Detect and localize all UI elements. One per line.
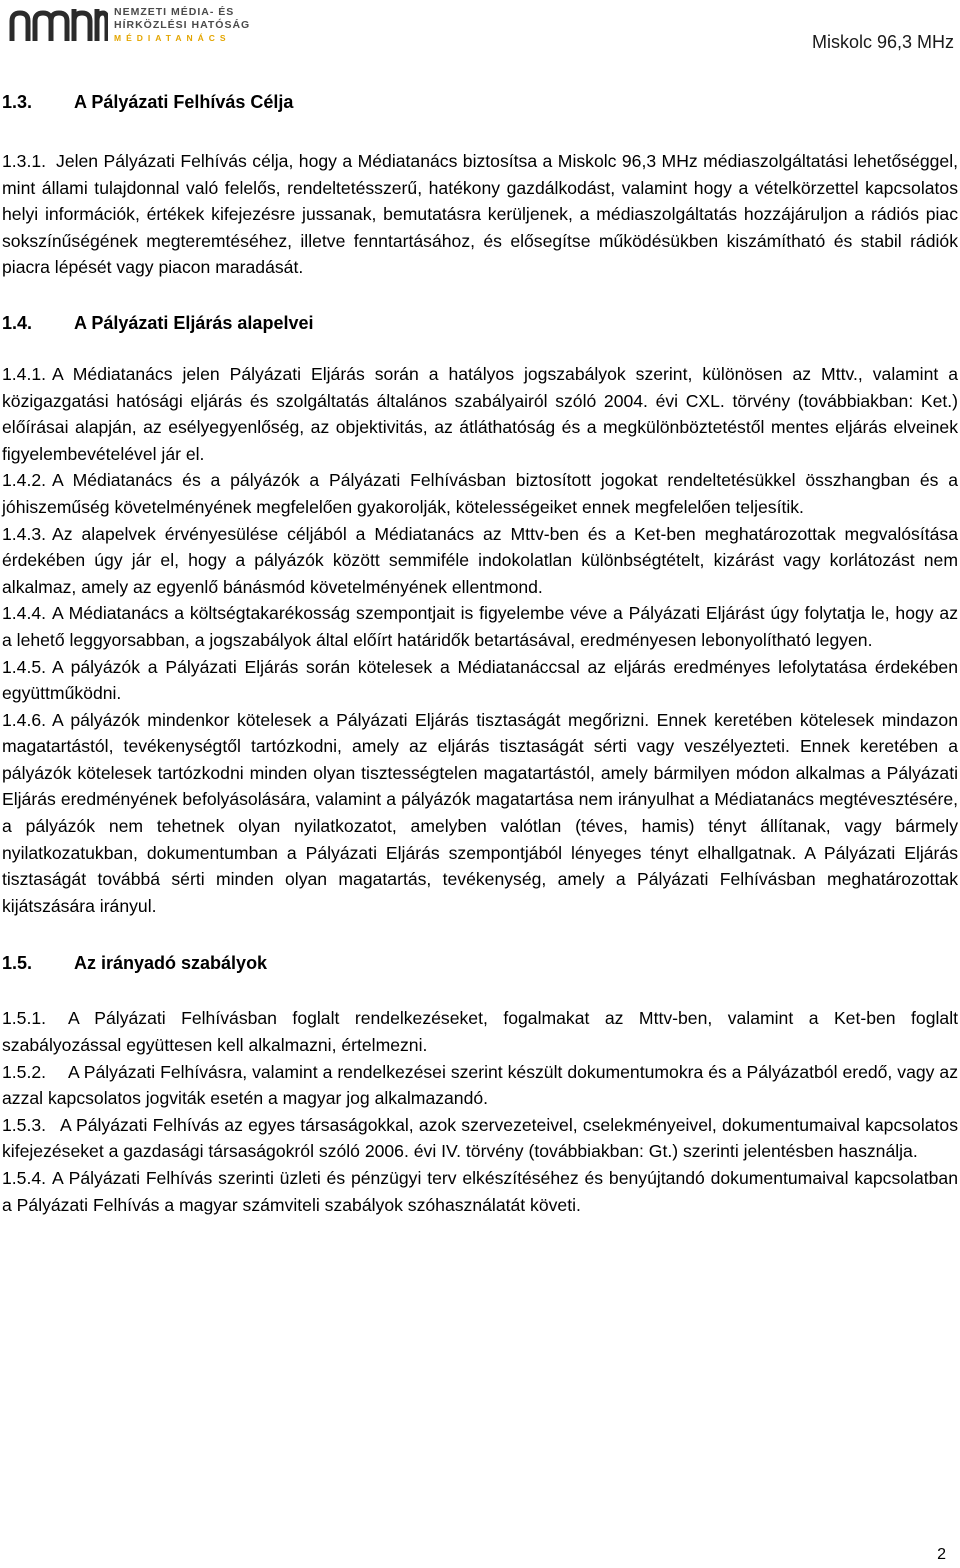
- paragraph-number: 1.3.1.: [2, 151, 47, 171]
- logo-org-line2: HÍRKÖZLÉSI HATÓSÁG: [114, 19, 251, 31]
- document-body: [2, 90, 958, 1218]
- paragraph-number: 1.5.1.: [2, 1008, 47, 1029]
- section-number: 1.4.: [2, 312, 33, 333]
- paragraph: [2, 654, 958, 707]
- paragraph: [2, 1005, 958, 1058]
- paragraph-text: A pályázók mindenkor kötelesek a Pályázati Eljárás tisztaságát megőrizni. Ennek keretében kötelesek mindazon magatartástól, tevékenységtől tartózkodni, amely az eljárás tisztaságát sérti vagy veszélyezteti. Ennek keretében a pályázók kötelesek tartózkodni minden olyan tisztességtelen magatartástól, amely bármilyen módon alkalmas a Pályázati Eljárás eredményének befolyásolására, valamint a pályázók magatartása nem irányulhat a Médiatanács megtévesztésére, a pályázók nem tehetnek olyan nyilatkozatot, amelyben valótlan (téves, hamis) tényt állítanak, vagy bármely nyilatkozatukban, dokumentumban a Pályázati Eljárás szempontjából lényeges tényt elhallgatnak. A Pályázati Eljárás tisztaságát továbbá sérti minden olyan magatartás, tevékenység, amely a Pályázati Felhívásban meghatározottak kijátszására irányul.: [2, 709, 958, 916]
- paragraph-number: 1.5.2.: [2, 1061, 47, 1082]
- paragraph-number: 1.5.4.: [2, 1168, 47, 1188]
- paragraph: [2, 1059, 958, 1112]
- paragraph-text: A Médiatanács és a pályázók a Pályázati Felhívásban biztosított jogokat rendeltetésükkel összhangban és a jóhiszeműség követelményének megfelelően gyakorolják, kötelességeiket ennek megfelelően teljesítik.: [2, 470, 958, 517]
- paragraph-number: 1.4.2.: [2, 470, 47, 491]
- nmhh-logo: [8, 4, 250, 46]
- logo-org-line1: NEMZETI MÉDIA- ÉS: [114, 6, 235, 18]
- section-number: 1.5.: [2, 953, 33, 974]
- paragraph-number: 1.4.3.: [2, 523, 47, 544]
- paragraph-number: 1.4.6.: [2, 709, 47, 730]
- paragraph-text: Az alapelvek érvényesülése céljából a Médiatanács az Mttv-ben és a Ket-ben meghatározottak megvalósítása érdekében úgy jár el, hogy a pályázók között semmiféle indokolatlan különbségtételt, kizárást vagy korlátozást nem alkalmaz, amely az egyenlő bánásmód követelményének ellentmond.: [2, 523, 958, 597]
- page-header: [0, 0, 960, 60]
- paragraph-text: A Médiatanács jelen Pályázati Eljárás során a hatályos jogszabályok szerint, különösen az Mttv., valamint a közigazgatási hatósági eljárás és szolgáltatás általános szabályairól szóló 2004. évi CXL. törvény (továbbiakban: Ket.) előírásai alapján, az esélyegyenlőség, az objektivitás, az átláthatóság és a megkülönböztetéstől mentes eljárás elveinek figyelembevételével jár el.: [2, 363, 958, 464]
- section-heading: [2, 951, 958, 975]
- paragraph-text: A Pályázati Felhívásra, valamint a rendelkezései szerint készült dokumentumokra és a Pályázatból eredő, vagy az azzal kapcsolatos jogviták esetén a magyar jog alkalmazandó.: [2, 1061, 958, 1109]
- paragraph: [2, 361, 958, 467]
- logo-org-line3: MÉDIATANÁCS: [114, 33, 231, 43]
- section-title: A Pályázati Felhívás Célja: [74, 92, 294, 112]
- paragraph: [2, 1112, 958, 1165]
- section-heading: [2, 311, 958, 335]
- paragraph: [2, 148, 958, 281]
- paragraph-text: A Pályázati Felhívás szerinti üzleti és pénzügyi terv elkészítéséhez és benyújtandó dokumentumaival kapcsolatban a Pályázati Felhívás a magyar számviteli szabályok szóhasználatát követi.: [2, 1168, 958, 1215]
- paragraph-number: 1.4.5.: [2, 656, 47, 677]
- page-number: 2: [937, 1546, 946, 1563]
- nmhh-logo-icon: [8, 7, 108, 43]
- paragraph-number: 1.4.4.: [2, 603, 47, 624]
- paragraph: [2, 1165, 958, 1218]
- header-station-label: Miskolc 96,3 MHz: [811, 32, 954, 52]
- paragraph-text: A Pályázati Felhívásban foglalt rendelkezéseket, fogalmakat az Mttv-ben, valamint a Ket-ben foglalt szabályozással együttesen kell alkalmazni, értelmezni.: [2, 1008, 958, 1056]
- section-number: 1.3.: [2, 92, 33, 112]
- paragraph-text: A Médiatanács a költségtakarékosság szempontjait is figyelembe véve a Pályázati Eljárást úgy folytatja le, hogy az a lehető leggyorsabban, a jogszabályok által előírt határidők betartásával, eredményesen lebonyolítható legyen.: [2, 603, 958, 650]
- paragraph-number: 1.5.3.: [2, 1114, 47, 1135]
- paragraph-text: Jelen Pályázati Felhívás célja, hogy a Médiatanács biztosítsa a Miskolc 96,3 MHz médiaszolgáltatási lehetőséggel, mint állami tulajdonnal való felelős, rendeltetésszerű, hatékony gazdálkodást, valamint hogy a vételkörzettel kapcsolatos helyi információk, értékek kifejezésre jussanak, bemutatásra kerüljenek, a médiaszolgáltatás hozzájáruljon a rádiós piac sokszínűségének megteremtéséhez, illetve fenntartásához, és elősegítse működésükben kiszámítható és stabil rádiók piacra lépését vagy piacon maradását.: [2, 151, 958, 278]
- section-heading: [2, 90, 958, 114]
- paragraph: [2, 707, 958, 920]
- paragraph: [2, 467, 958, 520]
- paragraph-number: 1.4.1.: [2, 363, 47, 384]
- paragraph: [2, 521, 958, 601]
- paragraph-text: A pályázók a Pályázati Eljárás során kötelesek a Médiatanáccsal az eljárás eredményes lefolytatása érdekében együttműködni.: [2, 656, 958, 704]
- section-title: A Pályázati Eljárás alapelvei: [74, 312, 314, 333]
- section-title: Az irányadó szabályok: [74, 953, 268, 974]
- paragraph-text: A Pályázati Felhívás az egyes társaságokkal, azok szervezeteivel, cselekményeivel, dokumentumaival kapcsolatos kifejezéseket a gazdasági társaságokról szóló 2006. évi IV. törvény (továbbiakban: Gt.) szerinti jelentésben használja.: [2, 1114, 958, 1162]
- paragraph: [2, 600, 958, 653]
